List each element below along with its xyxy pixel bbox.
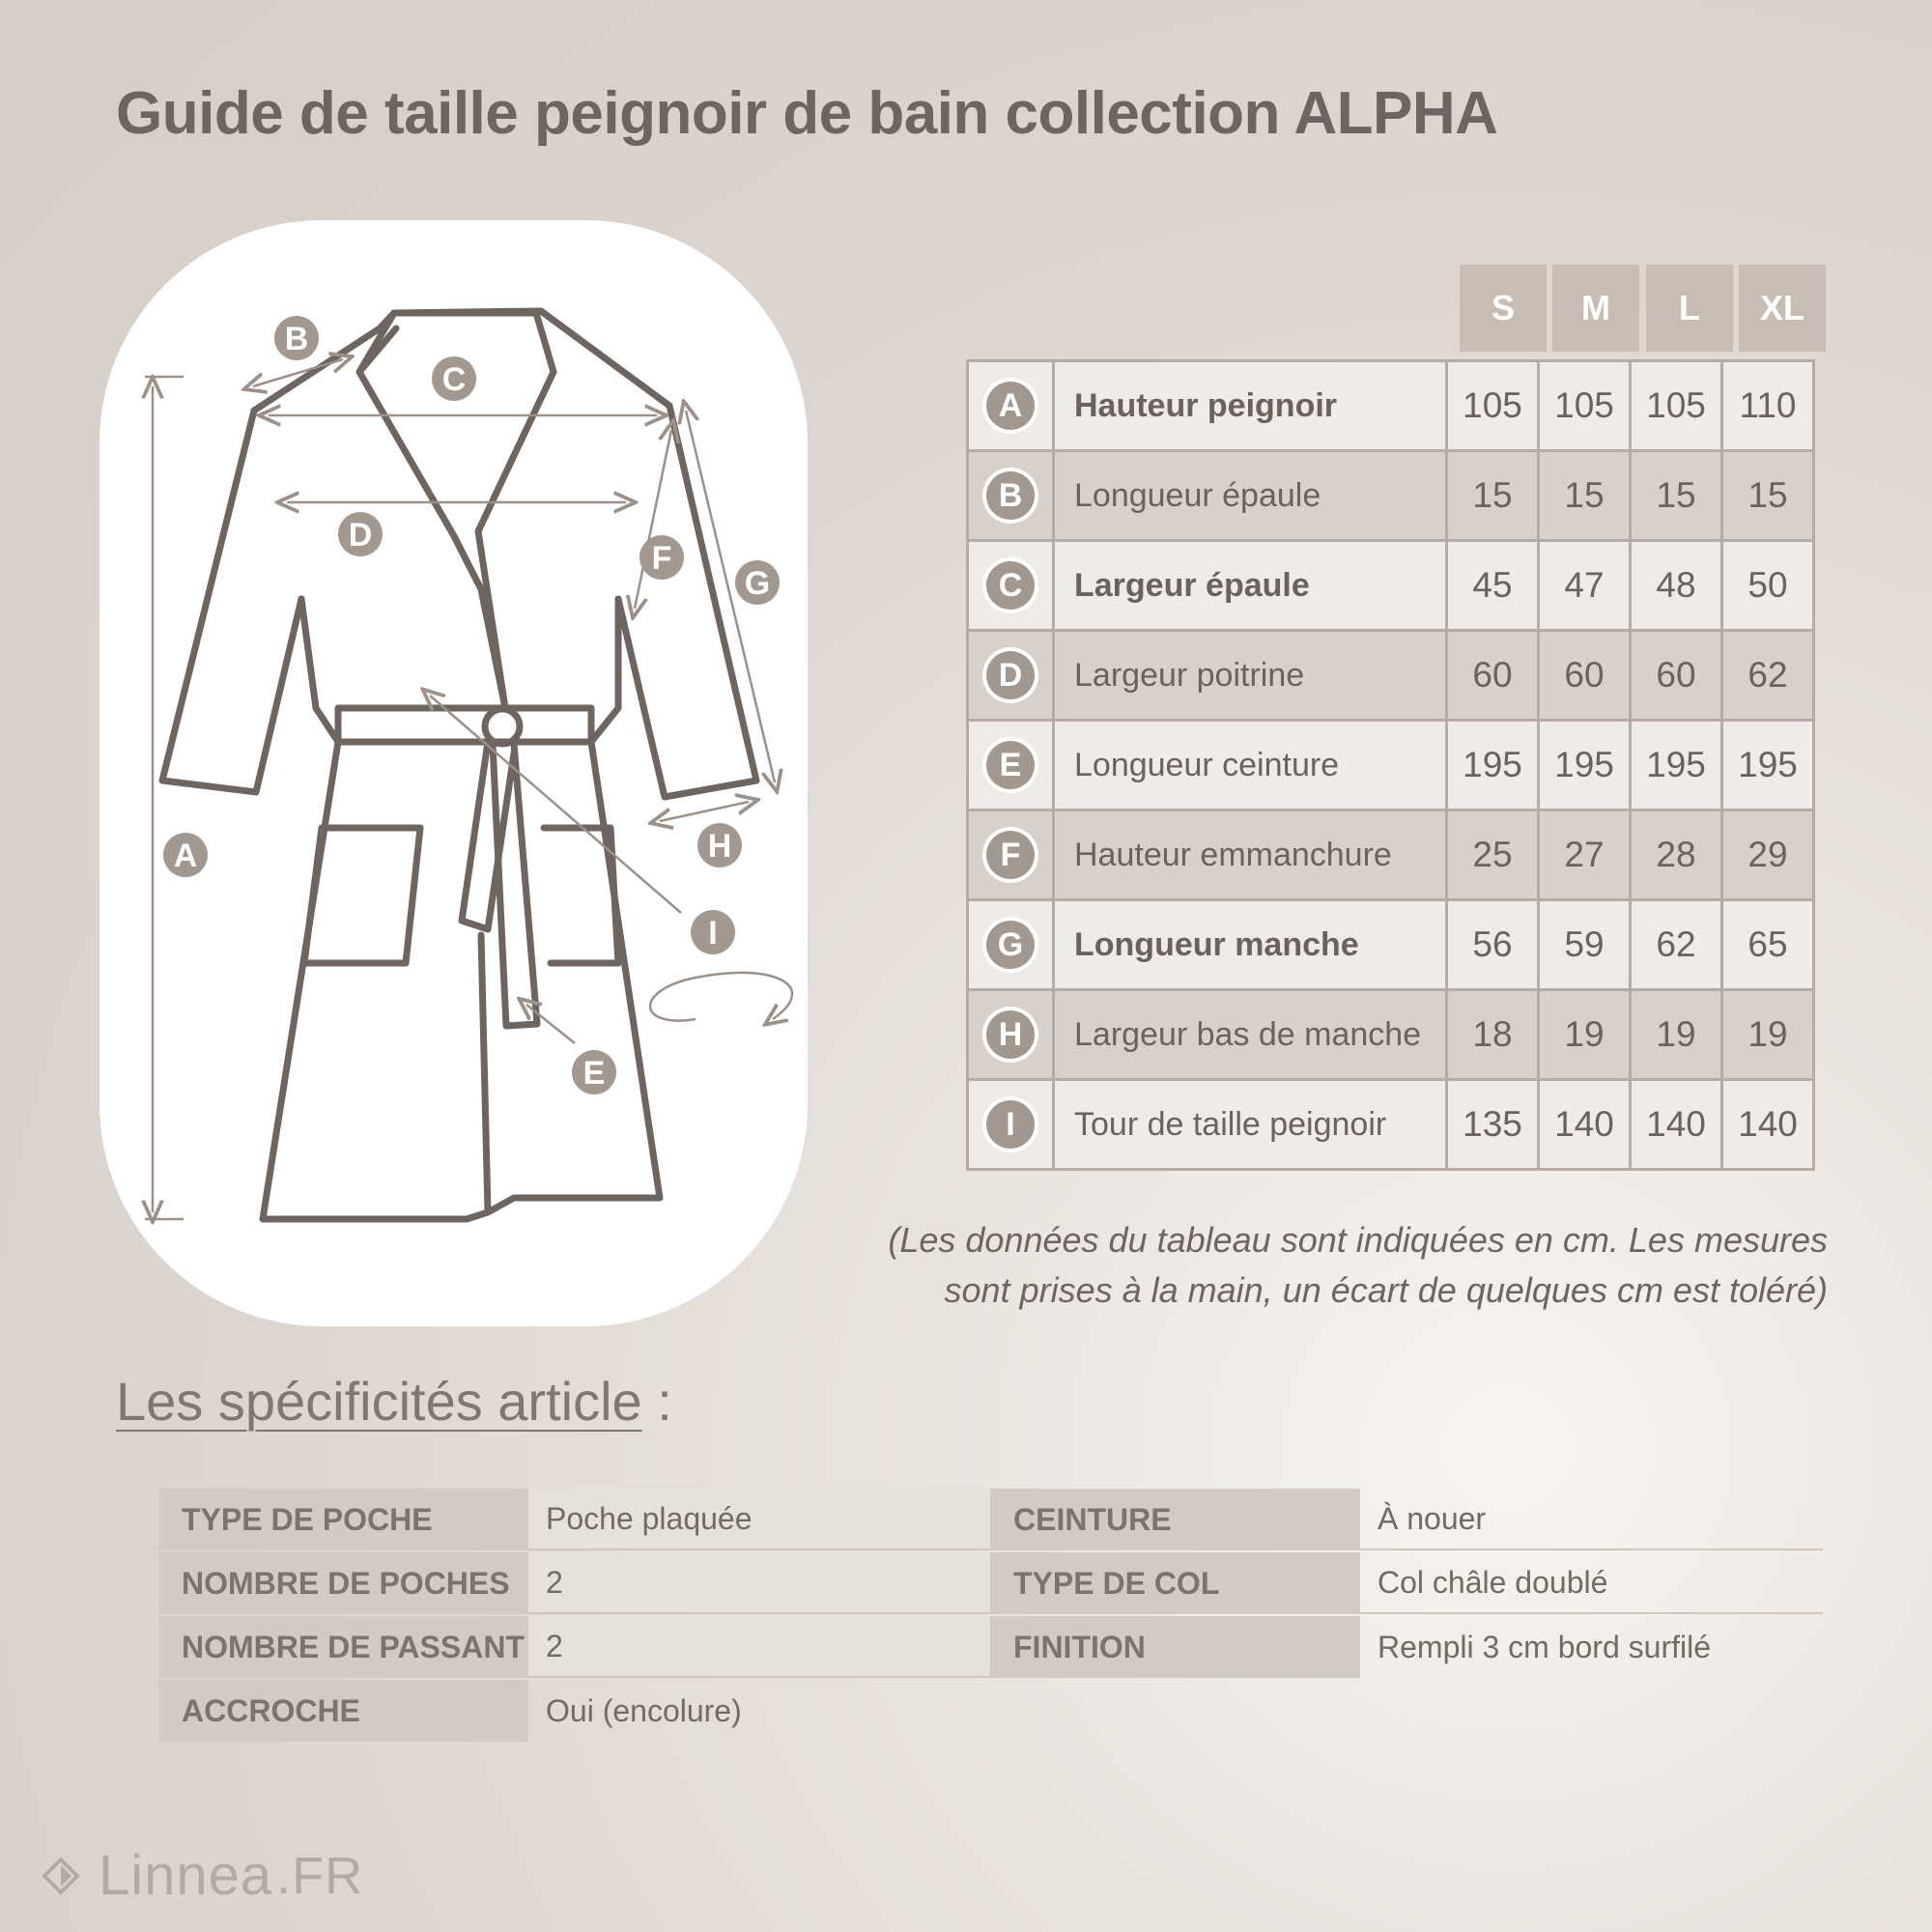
spec-key: ACCROCHE: [158, 1680, 528, 1742]
diagram-label-G: G: [744, 565, 771, 602]
table-row: [968, 631, 1814, 721]
row-letter-badge: H: [986, 1010, 1035, 1059]
row-label: Longueur manche: [1054, 900, 1447, 990]
specs-heading-colon: :: [641, 1371, 672, 1432]
spec-row-accroche: [158, 1680, 992, 1742]
cell-value: 60: [1447, 631, 1539, 721]
cell-value: 19: [1631, 990, 1722, 1080]
row-label: Hauteur emmanchure: [1054, 810, 1447, 900]
cell-value: 105: [1447, 361, 1539, 451]
cell-value: 50: [1722, 541, 1814, 631]
spec-value: Col châle doublé: [1360, 1552, 1823, 1614]
diagram-label-I: I: [708, 915, 718, 952]
table-row: [968, 361, 1814, 451]
cell-value: 25: [1447, 810, 1539, 900]
cell-value: 59: [1539, 900, 1631, 990]
cell-value: 105: [1631, 361, 1722, 451]
spec-row-ceinture: [990, 1489, 1823, 1550]
cell-value: 56: [1447, 900, 1539, 990]
table-row: [968, 900, 1814, 990]
row-label: Longueur épaule: [1054, 451, 1447, 541]
table-row: [968, 451, 1814, 541]
spec-key: CEINTURE: [990, 1489, 1360, 1550]
diagram-label-C: C: [441, 361, 467, 398]
diagram-label-H: H: [707, 828, 732, 865]
cell-value: 140: [1631, 1080, 1722, 1170]
row-letter-badge: F: [986, 831, 1035, 879]
row-label: Longueur ceinture: [1054, 721, 1447, 810]
page-title: Guide de taille peignoir de bain collection ALPHA: [116, 80, 1498, 147]
cell-value: 140: [1539, 1080, 1631, 1170]
cell-value: 15: [1722, 451, 1814, 541]
spec-key: NOMBRE DE POCHES: [158, 1552, 528, 1614]
spec-value: 2: [528, 1616, 992, 1678]
diagram-label-A: A: [173, 838, 198, 874]
cell-value: 19: [1539, 990, 1631, 1080]
size-header-xl: XL: [1739, 265, 1826, 352]
spec-value: Oui (encolure): [546, 1692, 742, 1728]
spec-value: Poche plaquée: [528, 1489, 992, 1550]
cell-value: 195: [1722, 721, 1814, 810]
spec-row-type-col: [990, 1552, 1823, 1614]
specs-heading-text: Les spécificités article: [116, 1371, 642, 1432]
cell-value: 15: [1539, 451, 1631, 541]
cell-value: 29: [1722, 810, 1814, 900]
cell-value: 15: [1631, 451, 1722, 541]
cell-value: 27: [1539, 810, 1631, 900]
table-row: [968, 541, 1814, 631]
table-row: [968, 1080, 1814, 1170]
cell-value: 19: [1722, 990, 1814, 1080]
diagram-label-F: F: [651, 540, 672, 577]
cell-value: 45: [1447, 541, 1539, 631]
cell-value: 60: [1539, 631, 1631, 721]
spec-row-finition: [990, 1616, 1823, 1678]
cell-value: 195: [1539, 721, 1631, 810]
row-label: Largeur bas de manche: [1054, 990, 1447, 1080]
cell-value: 47: [1539, 541, 1631, 631]
size-header-m: M: [1552, 265, 1639, 352]
spec-row-type-poche: [158, 1489, 992, 1550]
spec-key: NOMBRE DE PASSANT: [158, 1616, 528, 1678]
row-letter-badge: A: [986, 382, 1035, 430]
diagram-label-E: E: [582, 1055, 606, 1092]
cell-value: 48: [1631, 541, 1722, 631]
leaf-icon: [37, 1852, 85, 1900]
cell-value: 110: [1722, 361, 1814, 451]
spec-value: Rempli 3 cm bord surfilé: [1378, 1629, 1711, 1664]
diagram-label-D: D: [348, 517, 373, 554]
brand-logo: [37, 1843, 363, 1908]
table-note: [850, 1215, 1828, 1316]
row-label: Hauteur peignoir: [1054, 361, 1447, 451]
spec-row-nombre-poches: [158, 1552, 992, 1614]
table-row: [968, 721, 1814, 810]
row-letter-badge: C: [986, 561, 1035, 610]
table-row: [968, 810, 1814, 900]
spec-key: FINITION: [990, 1616, 1360, 1678]
specs-heading: [116, 1370, 672, 1433]
cell-value: 18: [1447, 990, 1539, 1080]
spec-key: TYPE DE POCHE: [158, 1489, 528, 1550]
row-label: Tour de taille peignoir: [1054, 1080, 1447, 1170]
cell-value: 195: [1631, 721, 1722, 810]
row-label: Largeur épaule: [1054, 541, 1447, 631]
cell-value: 62: [1722, 631, 1814, 721]
size-header-s: S: [1460, 265, 1547, 352]
row-letter-badge: E: [986, 741, 1035, 789]
row-letter-badge: B: [986, 471, 1035, 520]
spec-row-nombre-passant: [158, 1616, 992, 1678]
cell-value: 60: [1631, 631, 1722, 721]
cell-value: 140: [1722, 1080, 1814, 1170]
logo-suffix: .FR: [276, 1846, 364, 1905]
row-letter-badge: D: [986, 651, 1035, 699]
table-row: [968, 990, 1814, 1080]
spec-key: TYPE DE COL: [990, 1552, 1360, 1614]
diagram-label-B: B: [284, 321, 309, 357]
cell-value: 195: [1447, 721, 1539, 810]
cell-value: 28: [1631, 810, 1722, 900]
cell-value: 62: [1631, 900, 1722, 990]
row-letter-badge: G: [986, 921, 1035, 969]
cell-value: 15: [1447, 451, 1539, 541]
cell-value: 65: [1722, 900, 1814, 990]
cell-value: 135: [1447, 1080, 1539, 1170]
size-table: [966, 359, 1815, 1171]
size-header-l: L: [1646, 265, 1733, 352]
table-note-line-2: sont prises à la main, un écart de quelques cm est toléré): [944, 1270, 1828, 1310]
spec-value: À nouer: [1360, 1489, 1823, 1550]
row-letter-badge: I: [986, 1100, 1035, 1149]
row-label: Largeur poitrine: [1054, 631, 1447, 721]
logo-text: Linnea: [99, 1844, 273, 1907]
spec-value: 2: [528, 1552, 992, 1614]
table-note-line-1: (Les données du tableau sont indiquées en cm. Les mesures: [888, 1220, 1828, 1260]
cell-value: 105: [1539, 361, 1631, 451]
